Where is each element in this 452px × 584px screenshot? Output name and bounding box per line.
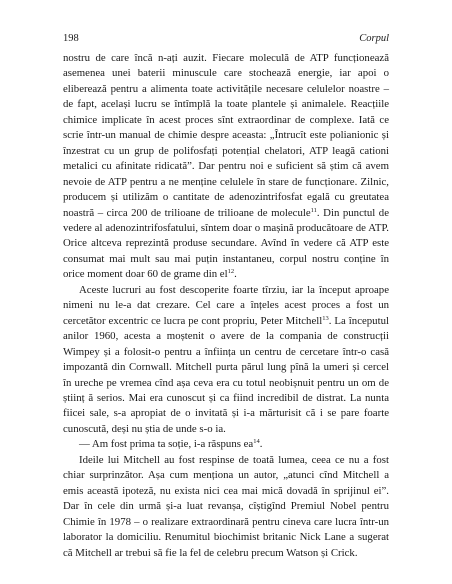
text-run: Ideile lui Mitchell au fost respinse de toată lumea, ceea ce nu a fost chiar surprinzător. Așa cum menționa un autor, „atunci cînd Mitchell a emis această ipoteză, nu exista nici cea mai mică dovadă în sprijinul ei”. Dar în cele din urmă și-a luat revanșa, cîștigînd Premiul Nobel pentru Chimie în 1978 – o realizare extraordinară pentru cineva care lucra într-un laborator la domiciliu. Renumitul biochimist britanic Nick Lane a sugerat că Mitchell ar trebui să fie la fel de celebru precum Watson și Crick. [63, 453, 389, 559]
text-run: Aceste lucruri au fost descoperite foarte tîrziu, iar la început aproape nimeni nu le-a dat crezare. Cel care a înțeles acest proces a fost un cercetător excentric ce lucra pe cont propriu, Peter Mitchell [63, 283, 389, 327]
footnote-marker: 12 [227, 268, 235, 276]
text-run: . Din punctul de vedere al adenozintrifosfatului, sîntem doar o mașină producătoare de ATP. Orice altceva reprezintă produse secundare. Avînd în vedere că ATP este consumat mai mult sau mai puțin instantaneu, corpul nostru conține în orice moment doar 60 de grame din el [63, 206, 389, 281]
paragraph [63, 453, 389, 561]
text-run: — Am fost prima ta soție, i-a răspuns ea [79, 438, 254, 451]
text-run: . [234, 268, 237, 281]
footnote-marker: 11 [310, 206, 317, 214]
body-text [63, 51, 389, 561]
paragraph [63, 283, 389, 438]
page-number: 198 [63, 33, 79, 44]
page-header [63, 33, 389, 47]
running-title: Corpul [359, 33, 389, 44]
footnote-marker: 14 [253, 438, 260, 446]
paragraph [63, 437, 389, 452]
text-run: . La începutul anilor 1960, acesta a moștenit o avere de la compania de construcții Wimpey și a folosit-o pentru a înființa un centru de cercetare într-o casă impozantă din Cornwall. Mitchell purta părul lung pînă la umeri și cercel în ureche pe vremea cînd așa ceva era cu totul neobișnuit pentru un om de științ ă serios. Mai era cunoscut și ca fiind incredibil de distrat. La nunta fiicei sale, s-a apropiat de o invitată și i-a mărturisit că i se pare foarte cunoscută, deși nu știa de unde s-o ia. [63, 314, 389, 435]
paragraph [63, 51, 389, 283]
footnote-marker: 13 [322, 314, 329, 322]
text-run: nostru de care încă n-ați auzit. Fiecare moleculă de ATP funcționează asemenea unei baterii minuscule care stochează energie, iar apoi o eliberează pentru a alimenta toate activitățile necesare celulelor noastre – de fapt, același lucru se întîmplă la toate plantele și animalele. Reacțiile chimice implicate în acest proces sînt extraordinar de complexe. Iată ce scrie într-un manual de chimie despre aceasta: „Întrucît este polianionic și înzestrat cu un grup de polifosfați potențial chelatori, ATP leagă cationi metalici cu afinitate ridicată”. Dar pentru noi e suficient să știm că avem nevoie de ATP pentru a ne menține celulele în stare de funcționare. Zilnic, producem și utilizăm o cantitate de adenozintrifosfat egală cu greutatea noastră – circa 200 de trilioane de trilioane de molecule [63, 52, 389, 219]
text-run: . [259, 438, 263, 451]
